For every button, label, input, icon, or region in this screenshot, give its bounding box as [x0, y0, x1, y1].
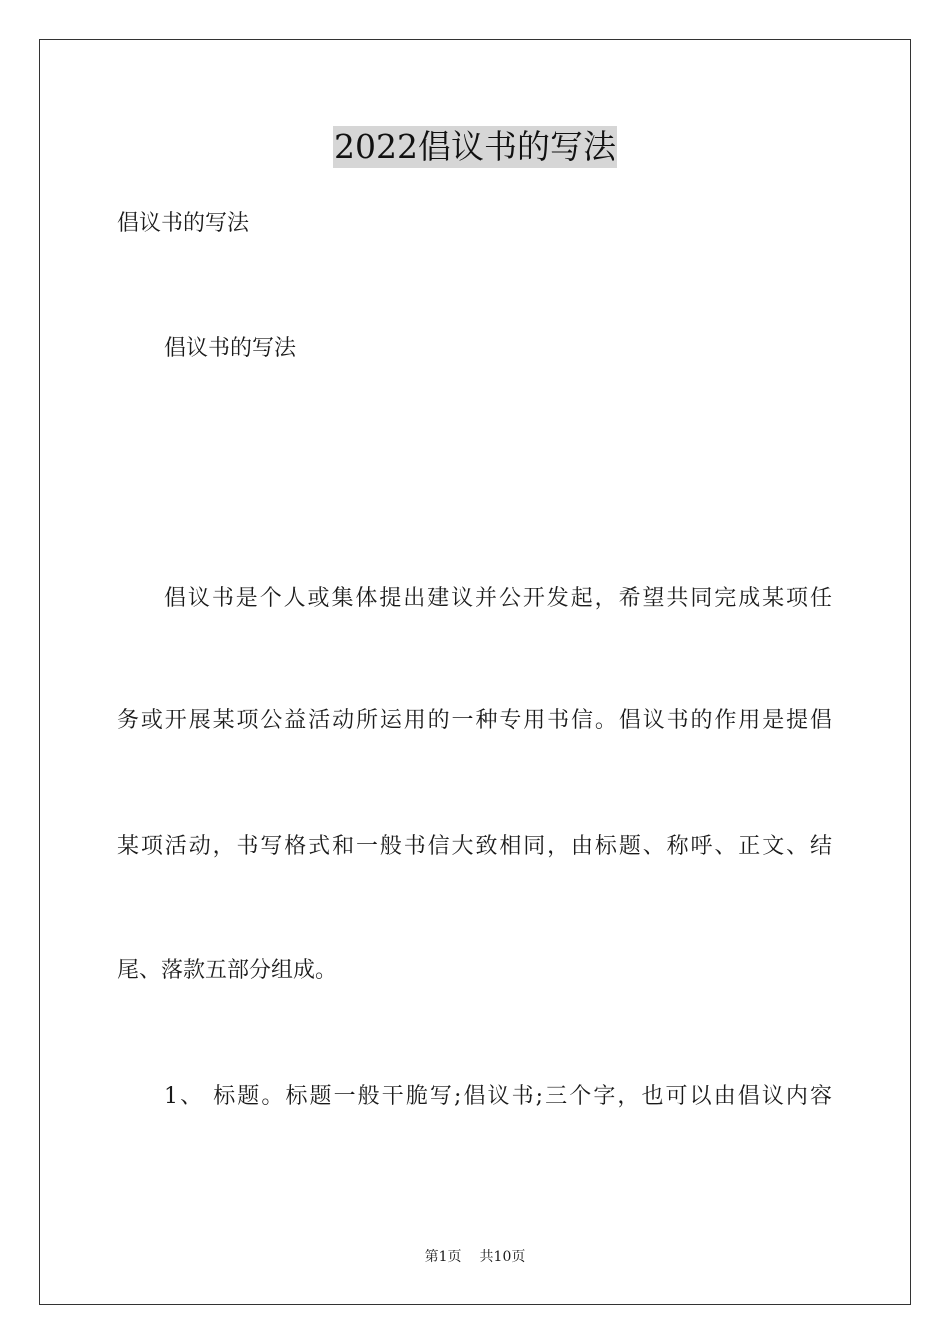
- page-footer: [0, 1247, 950, 1267]
- title-container: [0, 126, 950, 168]
- page-number-total: 共10页: [479, 1249, 526, 1265]
- body-line-1: 倡议书是个人或集体提出建议并公开发起，希望共同完成某项任: [164, 586, 832, 611]
- body-line-5: 1、 标题。标题一般干脆写;倡议书;三个字，也可以由倡议内容: [164, 1084, 832, 1109]
- section-heading: 倡议书的写法: [164, 336, 297, 361]
- page-number-current: 第1页: [424, 1249, 462, 1265]
- body-line-2: 务或开展某项公益活动所运用的一种专用书信。倡议书的作用是提倡: [117, 708, 832, 733]
- subtitle-text: 倡议书的写法: [117, 211, 250, 236]
- body-line-3: 某项活动，书写格式和一般书信大致相同，由标题、称呼、正文、结: [117, 834, 832, 859]
- document-title: 2022倡议书的写法: [334, 127, 616, 166]
- body-line-4: 尾、落款五部分组成。: [117, 958, 338, 983]
